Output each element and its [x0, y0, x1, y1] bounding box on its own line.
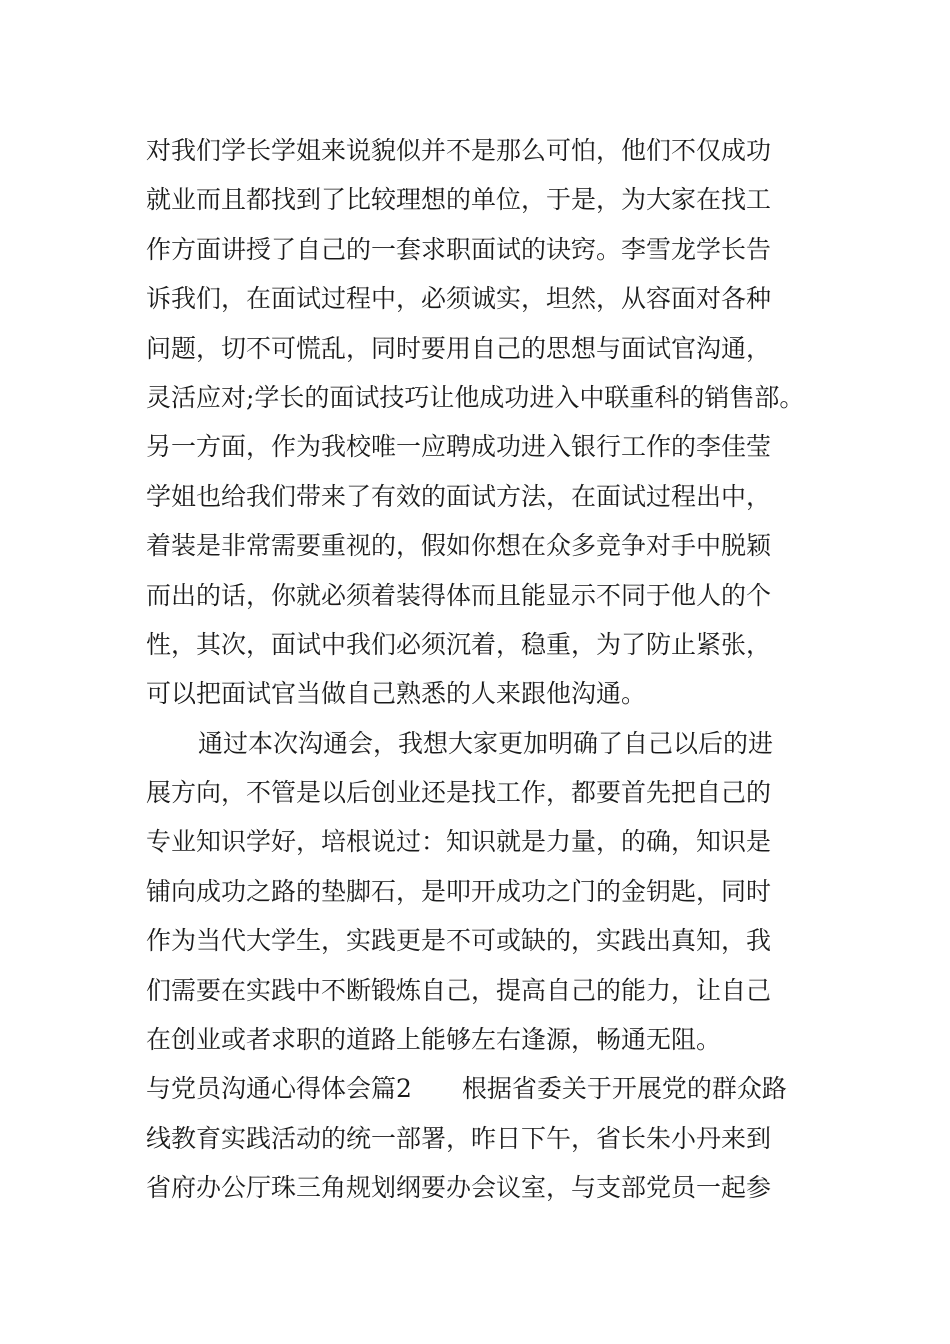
text-line: 另一方面，作为我校唯一应聘成功进入银行工作的李佳莹 [146, 432, 772, 462]
text-line: 性，其次，面试中我们必须沉着，稳重，为了防止紧张， [146, 629, 772, 659]
paragraph-2 [146, 719, 846, 1065]
text-line: 灵活应对;学长的面试技巧让他成功进入中联重科的销售部。 [146, 382, 805, 412]
text-line: 着装是非常需要重视的，假如你想在众多竞争对手中脱颖 [146, 531, 772, 561]
text-line: 作为当代大学生，实践更是不可或缺的，实践出真知，我 [146, 926, 772, 956]
text-line-first-indented: 通过本次沟通会，我想大家更加明确了自己以后的进 [198, 728, 774, 758]
text-line: 铺向成功之路的垫脚石，是叩开成功之门的金钥匙，同时 [146, 876, 772, 906]
text-line: 与党员沟通心得体会篇2 根据省委关于开展党的群众路 [146, 1074, 787, 1104]
text-line: 学姐也给我们带来了有效的面试方法，在面试过程出中， [146, 481, 772, 511]
document-page [146, 126, 846, 1213]
text-line: 可以把面试官当做自己熟悉的人来跟他沟通。 [146, 679, 647, 709]
paragraph-3 [146, 1064, 846, 1212]
text-line: 线教育实践活动的统一部署，昨日下午，省长朱小丹来到 [146, 1123, 772, 1153]
text-line: 而出的话，你就必须着装得体而且能显示不同于他人的个 [146, 580, 772, 610]
text-line: 问题，切不可慌乱，同时要用自己的思想与面试官沟通， [146, 333, 772, 363]
text-line: 省府办公厅珠三角规划纲要办会议室，与支部党员一起参 [146, 1173, 772, 1203]
text-line: 对我们学长学姐来说貌似并不是那么可怕，他们不仅成功 [146, 136, 772, 165]
paragraph-1 [146, 126, 846, 719]
text-line: 作方面讲授了自己的一套求职面试的诀窍。李雪龙学长告 [146, 234, 772, 264]
text-line: 在创业或者求职的道路上能够左右逢源，畅通无阻。 [146, 1025, 722, 1055]
text-line: 就业而且都找到了比较理想的单位，于是，为大家在找工 [146, 185, 772, 215]
text-line: 诉我们，在面试过程中，必须诚实，坦然，从容面对各种 [146, 284, 772, 314]
text-line: 展方向，不管是以后创业还是找工作，都要首先把自己的 [146, 778, 772, 808]
text-line: 专业知识学好，培根说过：知识就是力量，的确，知识是 [146, 827, 772, 857]
text-line: 们需要在实践中不断锻炼自己，提高自己的能力，让自己 [146, 975, 772, 1005]
